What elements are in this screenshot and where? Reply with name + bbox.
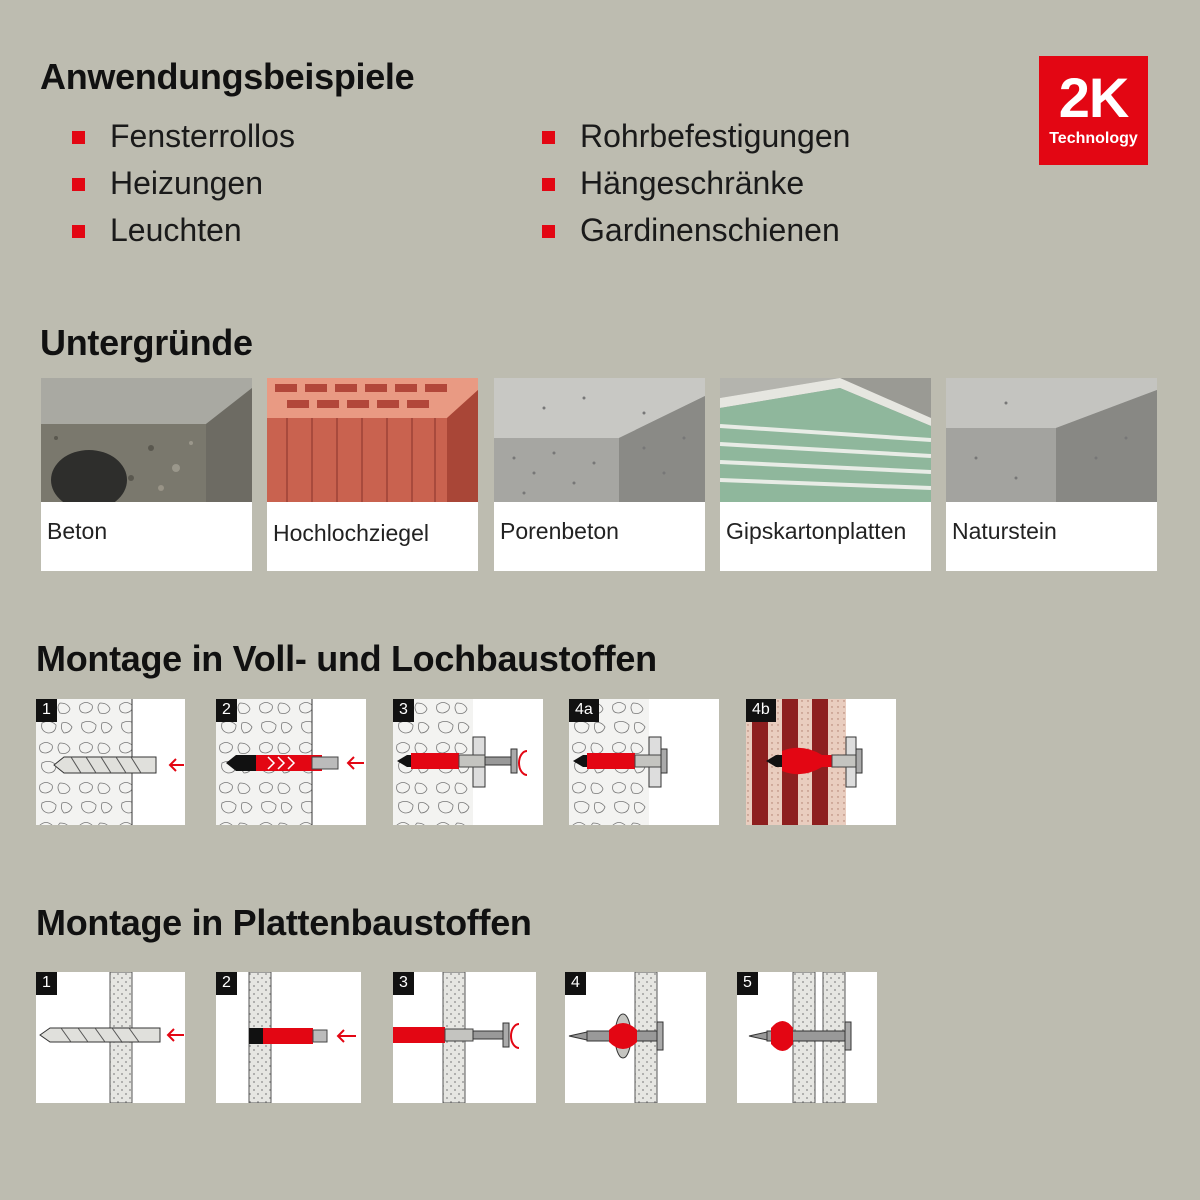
aerated-concrete-image [494, 378, 705, 502]
solid-step-1 [36, 699, 185, 825]
screw-in-illustration [393, 699, 543, 825]
solid-step-2 [216, 699, 366, 825]
concrete-image [41, 378, 252, 502]
knot-forming-illustration [565, 972, 706, 1103]
list-item [110, 167, 263, 199]
list-item-label: Leuchten [110, 212, 242, 248]
board-step-3 [393, 972, 536, 1103]
bullet-square-icon [72, 178, 85, 191]
insert-dowel-board-illustration [216, 972, 361, 1103]
list-item-label: Heizungen [110, 165, 263, 201]
screw-board-illustration [393, 972, 536, 1103]
bullet-square-icon [542, 225, 555, 238]
board-step-4 [565, 972, 706, 1103]
material-label: Beton [47, 518, 108, 544]
step-number: 1 [36, 972, 57, 995]
material-label: Hochlochziegel [273, 520, 429, 546]
badge-subtitle: Technology [1049, 130, 1138, 147]
bullet-square-icon [542, 178, 555, 191]
material-label: Gipskartonplatten [726, 518, 907, 544]
material-card-naturstein [946, 378, 1157, 571]
material-label: Porenbeton [500, 518, 619, 544]
list-item [580, 167, 804, 199]
list-item [110, 214, 242, 246]
board-step-2 [216, 972, 361, 1103]
material-card-beton [41, 378, 252, 571]
section-title-examples: Anwendungsbeispiele [40, 56, 415, 97]
list-item [580, 120, 850, 152]
step-number: 2 [216, 972, 237, 995]
material-card-hochlochziegel [267, 378, 478, 571]
list-item [580, 214, 840, 246]
fixed-board-illustration [737, 972, 877, 1103]
board-step-1 [36, 972, 185, 1103]
solid-step-3 [393, 699, 543, 825]
list-item-label: Gardinenschienen [580, 212, 840, 248]
solid-step-4a [569, 699, 719, 825]
material-card-porenbeton [494, 378, 705, 571]
bullet-square-icon [542, 131, 555, 144]
list-item-label: Hängeschränke [580, 165, 805, 201]
section-title-solid-mounting: Montage in Voll- und Lochbaustoffen [36, 638, 657, 679]
2k-technology-badge [1039, 56, 1148, 165]
material-label: Naturstein [952, 518, 1057, 544]
step-number: 2 [216, 699, 237, 722]
list-item-label: Rohrbefestigungen [580, 118, 851, 154]
section-title-board-mounting: Montage in Plattenbaustoffen [36, 902, 532, 943]
insert-dowel-illustration [216, 699, 366, 825]
list-item [110, 120, 295, 152]
badge-title: 2K [1058, 66, 1129, 129]
brick-image [267, 378, 478, 502]
drill-board-illustration [36, 972, 185, 1103]
step-number: 4 [565, 972, 586, 995]
step-number: 4a [569, 699, 599, 722]
step-number: 1 [36, 699, 57, 722]
natural-stone-image [946, 378, 1157, 502]
step-number: 5 [737, 972, 758, 995]
gypsum-board-image [720, 378, 931, 502]
step-number: 3 [393, 972, 414, 995]
solid-step-4b [746, 699, 896, 825]
drill-hole-illustration [36, 699, 185, 825]
section-title-materials: Untergründe [40, 322, 253, 363]
step-number: 4b [746, 699, 776, 722]
bullet-square-icon [72, 131, 85, 144]
board-step-5 [737, 972, 877, 1103]
list-item-label: Fensterrollos [110, 118, 295, 154]
material-card-gipskartonplatten [720, 378, 931, 571]
bullet-square-icon [72, 225, 85, 238]
step-number: 3 [393, 699, 414, 722]
